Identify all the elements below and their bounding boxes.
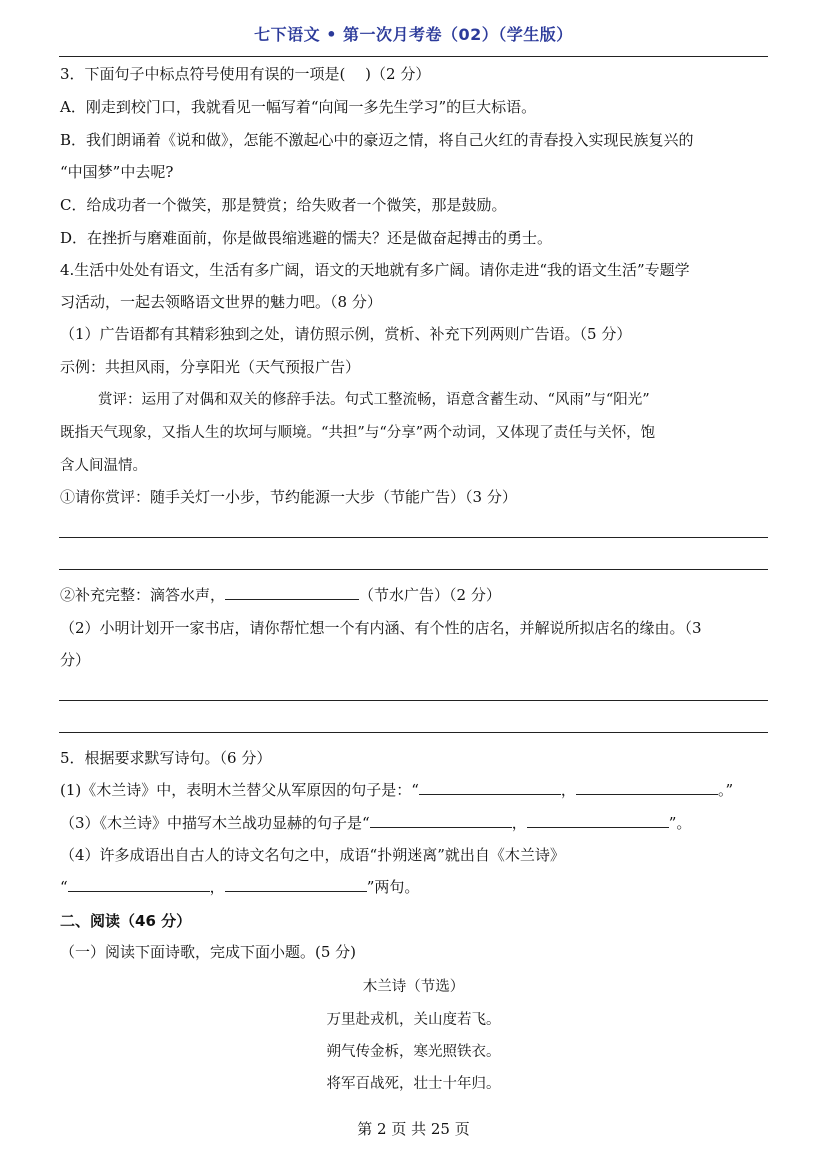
fill-blank[interactable] <box>576 780 718 795</box>
q4-appreciation-line1: 赏评：运用了对偶和双关的修辞手法。句式工整流畅，语意含蓄生动、“风雨”与“阳光” <box>98 392 650 408</box>
q5-item4-suffix: ”两句。 <box>366 878 420 896</box>
q3-option-c: C．给成功者一个微笑，那是赞赏；给失败者一个微笑，那是鼓励。 <box>60 196 507 214</box>
fill-blank[interactable] <box>419 780 561 795</box>
q4-stem-line1: 4.生活中处处有语文，生活有多广阔，语文的天地就有多广阔。请你走进“我的语文生活”专题学 <box>60 261 690 279</box>
answer-line[interactable] <box>59 700 768 701</box>
fill-blank[interactable] <box>225 585 359 600</box>
fill-blank[interactable] <box>370 813 512 828</box>
q5-item3-prefix: （3）《木兰诗》中描写木兰战功显赫的句子是“ <box>60 814 370 832</box>
header-title: 七下语文 • 第一次月考卷（02）（学生版） <box>254 25 573 44</box>
q5-item4-separator: ， <box>209 878 225 896</box>
q4-item2 <box>60 585 770 605</box>
answer-line[interactable] <box>59 732 768 733</box>
q5-item3-suffix: ”。 <box>668 814 692 832</box>
poem-title: 木兰诗（节选） <box>362 979 465 995</box>
q3-option-b-line2: “中国梦”中去呢? <box>60 163 174 181</box>
q4-item2-prefix: ②补充完整：滴答水声， <box>60 586 226 604</box>
q4-stem-line2: 习活动，一起去领略语文世界的魅力吧。（8 分） <box>60 293 382 311</box>
q5-item4-blanks <box>60 877 770 897</box>
q4-sub1: （1）广告语都有其精彩独到之处，请仿照示例，赏析、补充下列两则广告语。（5 分） <box>60 325 632 343</box>
poem-line: 将军百战死，壮士十年归。 <box>326 1076 501 1092</box>
q5-item1-prefix: (1)《木兰诗》中，表明木兰替父从军原因的句子是：“ <box>60 781 419 799</box>
poem-line: 朔气传金柝，寒光照铁衣。 <box>326 1044 501 1060</box>
q4-appreciation-line2: 既指天气现象，又指人生的坎坷与顺境。“共担”与“分享”两个动词，又体现了责任与关怀，饱 <box>60 425 656 441</box>
q4-example: 示例：共担风雨，分享阳光（天气预报广告） <box>60 358 361 376</box>
q5-item3 <box>60 813 770 833</box>
q4-sub2-line2: 分） <box>60 651 91 669</box>
reading-intro: （一）阅读下面诗歌，完成下面小题。(5 分) <box>60 943 357 961</box>
q3-option-b-line1: B．我们朗诵着《说和做》，怎能不激起心中的豪迈之情，将自己火红的青春投入实现民族复兴的 <box>60 131 694 149</box>
page-number: 第 2 页 共 25 页 <box>357 1120 470 1138</box>
answer-line[interactable] <box>59 569 768 570</box>
q4-appreciation-line3: 含人间温情。 <box>60 458 147 474</box>
q3-stem: 3．下面句子中标点符号使用有误的一项是( )（2 分） <box>60 65 431 83</box>
fill-blank[interactable] <box>225 877 367 892</box>
q5-item4: （4）许多成语出自古人的诗文名句之中，成语“扑朔迷离”就出自《木兰诗》 <box>60 846 565 864</box>
q5-item4-open-quote: “ <box>60 878 68 896</box>
q4-sub2-line1: （2）小明计划开一家书店，请你帮忙想一个有内涵、有个性的店名，并解说所拟店名的缘由。（3 <box>60 619 702 637</box>
fill-blank[interactable] <box>527 813 669 828</box>
q3-option-d: D．在挫折与磨难面前，你是做畏缩逃避的懦夫？还是做奋起搏击的勇士。 <box>60 229 553 247</box>
q5-item1-separator: ， <box>560 781 576 799</box>
q4-item1: ①请你赏评：随手关灯一小步，节约能源一大步（节能广告）（3 分） <box>60 488 517 506</box>
q5-stem: 5．根据要求默写诗句。（6 分） <box>60 749 272 767</box>
answer-line[interactable] <box>59 537 768 538</box>
q4-item2-suffix: （节水广告）（2 分） <box>359 586 501 604</box>
section-title: 二、阅读（46 分） <box>60 912 192 930</box>
q5-item1 <box>60 780 770 800</box>
q5-item3-separator: ， <box>511 814 527 832</box>
q5-item1-suffix: 。” <box>717 781 734 799</box>
q3-option-a: A．刚走到校门口，我就看见一幅写着“向闻一多先生学习”的巨大标语。 <box>60 98 537 116</box>
fill-blank[interactable] <box>68 877 210 892</box>
poem-line: 万里赴戎机，关山度若飞。 <box>326 1012 501 1028</box>
header-rule <box>59 56 768 57</box>
